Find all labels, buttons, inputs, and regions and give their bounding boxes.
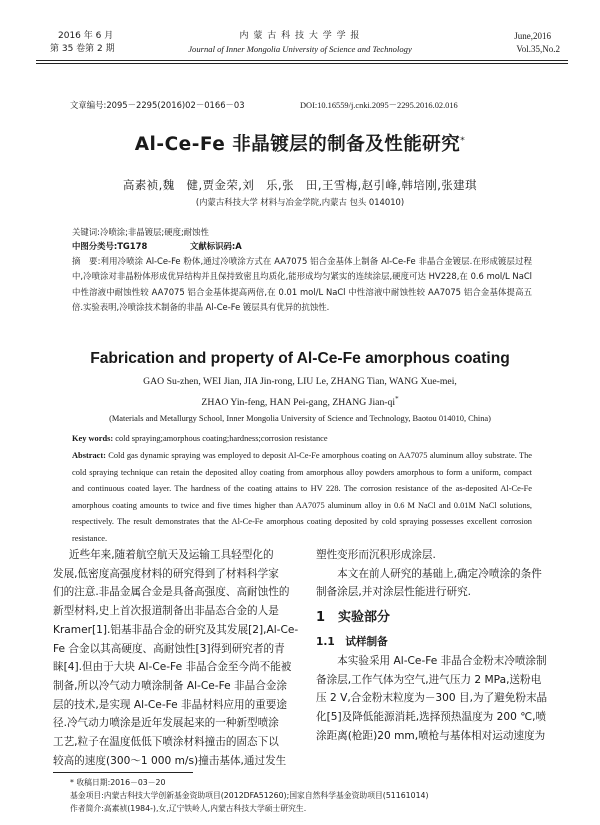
header-rule-thick <box>36 60 568 61</box>
authors-en-line2: ZHAO Yin-feng, HAN Pei-gang, ZHANG Jian-qi* <box>201 395 399 409</box>
header-date-cn: 2016 年 6 月 <box>58 31 114 41</box>
keywords-en: Key words: cold spraying;amorphous coating;hardness;corrosion resistance <box>72 434 328 443</box>
keywords-cn: 关键词:冷喷涂;非晶镀层;硬度;耐蚀性 <box>72 227 209 237</box>
affiliation-cn: (内蒙古科技大学 材料与冶金学院,内蒙古 包头 014010) <box>195 197 405 207</box>
body-line: Kramer[1].铝基非晶合金的研究及其发展[2],Al-Ce- <box>53 623 299 636</box>
body-line: 发展,低密度高强度材料的研究得到了材料科学家 <box>53 567 279 580</box>
body-line: 径.冷气动力喷涂是近年发展起来的一种新型喷涂 <box>53 717 279 730</box>
header-date-en: June,2016 <box>514 31 551 41</box>
body-line: 层的技术,是实现 Al-Ce-Fe 非晶材料应用的重要途 <box>53 698 287 711</box>
footnote-rule <box>53 772 193 773</box>
body-line: 制备涂层,并对涂层性能进行研究. <box>316 586 472 599</box>
doi: DOI:10.16559/j.cnki.2095－2295.2016.02.016 <box>300 101 458 110</box>
authors-en-line1: GAO Su-zhen, WEI Jian, JIA Jin-rong, LIU Le, ZHANG Tian, WANG Xue-mei, <box>143 376 457 387</box>
body-line: 制备,所以冷气动力喷涂制备 Al-Ce-Fe 非晶合金涂 <box>53 679 287 692</box>
article-number: 文章编号:2095－2295(2016)02－0166－03 <box>70 100 245 110</box>
body-line: 们的注意.非晶金属合金是具备高强度、高耐蚀性的 <box>53 586 290 599</box>
clc-number: 中图分类号:TG178 <box>72 241 148 251</box>
header-journal-cn: 内 蒙 古 科 技 大 学 学 报 <box>239 31 361 41</box>
abstract-cn: 摘 要:利用冷喷涂 Al-Ce-Fe 粉体,通过冷喷涂方式在 AA7075 铝合金基体上制备 Al-Ce-Fe 非晶合金镀层.在形成镀层过程中,冷喷涂对非晶粉体形成优异结构并且保持致密且均质化,能形成均匀紧实的连续涂层,硬度可达 HV228,在 0.6 mol/L NaCl 中性溶液中耐蚀性较 AA7075 铝合金基体提高两倍,在 0.01 mol/L NaCl 中性溶液中耐蚀性较 AA7075 铝合金基体提高五倍.实验表明,冷喷涂技术制备的非晶 Al-Ce-Fe 镀层具有优异的抗蚀性. <box>72 256 532 313</box>
body-line: 涂距离(枪距)20 mm,喷枪与基体相对运动速度为 <box>316 729 546 742</box>
affiliation-en: (Materials and Metallurgy School, Inner Mongolia University of Science and Technology, Baotou 014010, China) <box>109 414 491 423</box>
authors-cn: 高素祯,魏 健,贾金荣,刘 乐,张 田,王雪梅,赵引峰,韩培刚,张建琪 <box>122 178 477 192</box>
abstract-en: Abstract: Cold gas dynamic spraying was employed to deposit Al-Ce-Fe amorphous coating on AA7075 aluminum alloy substrate. The cold spraying technique can retain the deposited alloy coating from amorphous alloy powders amorphous to form a uniform, compact and continuous coated layer. The hardness of the coating attains to HV 228. The corrosion resistance of the as-deposited Al-Ce-Fe amorphous coating amounts to twice and five times higher than AA7075 aluminum alloy in 0.6 M NaCl and 0.01M NaCl solutions, respectively. The result demonstrates that the Al-Ce-Fe amorphous coating deposited by cold spraying possesses excellent corrosion resistance. <box>72 451 532 543</box>
header-journal-en: Journal of Inner Mongolia University of Science and Technology <box>188 44 412 54</box>
footnote-funding: 基金项目:内蒙古科技大学创新基金资助项目(2012DFA51260);国家自然科学基金资助项目(51161014) <box>70 791 429 800</box>
body-line: 新型材料,史上首次报道制备出非晶态合金的人是 <box>53 605 279 618</box>
body-line: 压 2 V,合金粉末粒度为－300 目,为了避免粉末晶 <box>316 692 548 705</box>
body-line: 工艺,粒子在温度低低下喷涂材料撞击的固态下以 <box>53 736 279 749</box>
document-code: 文献标识码:A <box>190 241 242 251</box>
section-heading: 1 实验部分 <box>316 610 391 626</box>
header-volume-en: Vol.35,No.2 <box>516 44 560 54</box>
title-cn: Al-Ce-Fe 非晶镀层的制备及性能研究* <box>134 134 466 155</box>
header-rule-thin <box>36 63 568 64</box>
footnote-received: * 收稿日期:2016－03－20 <box>70 778 166 787</box>
body-line: Fe 合金以其高硬度、高耐蚀性[3]得到研究者的青 <box>53 642 285 655</box>
header-volume-cn: 第 35 卷第 2 期 <box>50 44 115 54</box>
body-line: 化[5]及降低能源消耗,选择预热温度为 200 ℃,喷 <box>316 710 547 723</box>
body-line: 塑性变形而沉积形成涂层. <box>316 549 436 561</box>
body-line: 近些年来,随着航空航天及运输工具轻型化的 <box>68 549 274 561</box>
body-line: 本文在前人研究的基础上,确定冷喷涂的条件 <box>316 567 542 580</box>
title-en: Fabrication and property of Al-Ce-Fe amorphous coating <box>90 350 510 367</box>
body-line: 较高的速度(300～1 000 m/s)撞击基体,通过发生 <box>53 754 287 767</box>
body-left-column <box>53 546 301 770</box>
body-right-column <box>316 546 564 745</box>
body-line: 本实验采用 Al-Ce-Fe 非晶合金粉末冷喷涂制 <box>316 654 547 667</box>
footnote-author: 作者简介:高素祯(1984-),女,辽宁铁岭人,内蒙古科技大学硕士研究生. <box>70 804 307 813</box>
body-line: 睐[4].但由于大块 Al-Ce-Fe 非晶合金至今尚不能被 <box>53 661 292 674</box>
subsection-heading: 1.1 试样制备 <box>316 636 388 649</box>
body-line: 备涂层,工作气体为空气,进气压力 2 MPa,送粉电 <box>316 673 542 686</box>
footnotes <box>70 776 429 815</box>
